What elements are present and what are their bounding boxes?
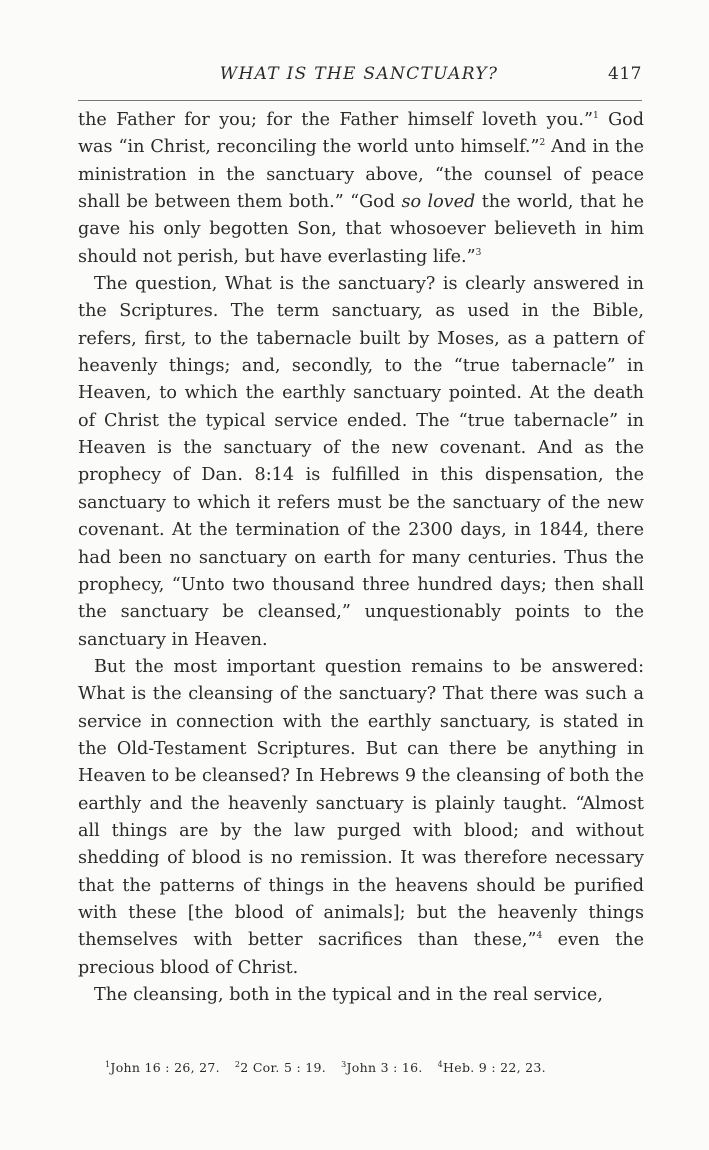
paragraph	[78, 982, 644, 1009]
footnote-reference: 3	[475, 247, 482, 258]
text-run: even the precious blood of Christ.	[78, 930, 645, 978]
page-number: 417	[608, 64, 642, 84]
text-run: The question, What is the sanctuary? is clearly answered in the Scriptures. The term sanctuary, as used in the Bible, refers, first, to the tabernacle built by Moses, as a pattern of heavenly things; and, secondly, to the “true tabernacle” in Heaven, to which the earthly sanctuary pointed. At the death of Christ the typical service ended. The “true tabernacle” in Heaven is the sanctuary of the new covenant. And as the prophecy of Dan. 8:14 is fulfilled in this dispensation, the sanctuary to which it refers must be the sanctuary of the new covenant. At the termination of the 2300 days, in 1844, there had been no sanctuary on earth for many centuries. Thus the prophecy, “Unto two thousand three hundred days; then shall the sanctuary be cleansed,” unquestionably points to the sanctuary in Heaven.	[78, 274, 644, 650]
footnote-text: 2 Cor. 5 : 19.	[240, 1060, 327, 1075]
footnotes	[105, 1060, 561, 1075]
text-run: But the most important question remains to be answered: What is the cleansing of the sanctuary? That there was such a service in connection with the earthly sanctuary, is stated in the Old-Testament Scriptures. But can there be anything in Heaven to be cleansed? In Hebrews 9 the cleansing of both the earthly and the heavenly sanctuary is plainly taught. “Almost all things are by the law purged with blood; and without shedding of blood is no remission. It was therefore necessary that the patterns of things in the heavens should be purified with these [the blood of animals]; but the heavenly things themselves with better sacrifices than these,”	[78, 656, 644, 951]
footnote-mark: 1	[105, 1060, 111, 1069]
text-run: the Father for you; for the Father himself loveth you.”	[78, 110, 593, 130]
running-title: WHAT IS THE SANCTUARY?	[219, 64, 499, 84]
text-run: the world, that he gave his only begotten Son, that whosoever believeth in him should not perish, but have everlasting life.”	[78, 192, 645, 267]
footnote	[235, 1060, 326, 1075]
footnote-reference: 2	[539, 138, 546, 149]
footnote	[105, 1060, 220, 1075]
footnote-mark: 3	[341, 1060, 347, 1069]
text-run: The cleansing, both in the typical and in the real service,	[94, 985, 603, 1005]
footnote-mark: 2	[234, 1060, 241, 1069]
text-run: And in the ministration in the sanctuary above, “the counsel of peace shall be between them both.” “God	[78, 137, 644, 213]
paragraph	[78, 271, 644, 654]
paragraph	[78, 107, 644, 271]
running-head	[76, 64, 642, 92]
footnote	[341, 1060, 423, 1075]
footnote	[438, 1060, 546, 1075]
footnote-text: John 3 : 16.	[346, 1060, 423, 1075]
text-run: God was “in Christ, reconciling the world unto himself.”	[78, 110, 644, 158]
footnote-mark: 4	[437, 1060, 444, 1069]
footnote-reference: 1	[592, 111, 599, 121]
footnote-reference: 4	[536, 931, 543, 942]
header-rule	[78, 100, 642, 101]
footnote-text: Heb. 9 : 22, 23.	[443, 1060, 546, 1075]
footnote-text: John 16 : 26, 27.	[110, 1060, 220, 1075]
body-text	[78, 107, 644, 1009]
paragraph	[78, 654, 644, 982]
emphasis-text: so loved	[401, 192, 476, 213]
